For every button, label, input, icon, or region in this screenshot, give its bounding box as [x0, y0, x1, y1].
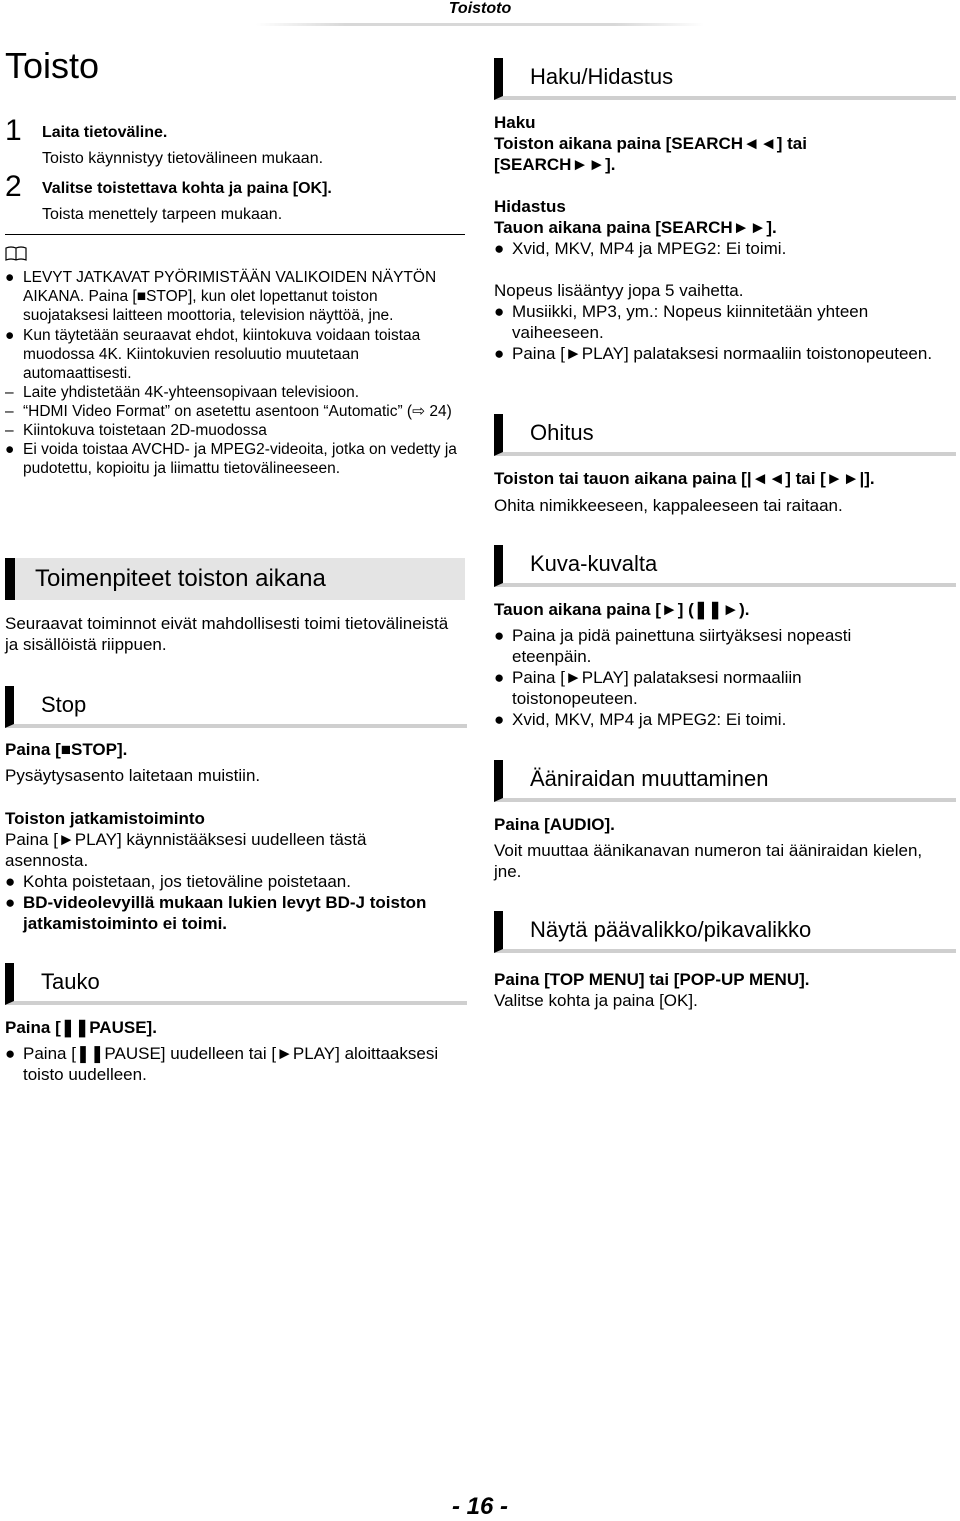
bullet-dot-icon: ●	[5, 441, 15, 458]
section-heading	[5, 558, 465, 600]
dash-marker: –	[5, 422, 14, 439]
action-text: Paina [❚❚PAUSE].	[5, 1018, 157, 1037]
bullet-text: Paina [❚❚PAUSE] uudelleen tai [►PLAY] aloittaaksesi toisto uudelleen.	[23, 1044, 439, 1084]
bullet-list	[494, 238, 954, 259]
action-text: Paina [TOP MENU] tai [POP-UP MENU].	[494, 970, 810, 989]
note-text: Ei voida toistaa AVCHD- ja MPEG2-videoita, jotka on vedetty ja pudotettu, kopioitu ja liimattu tietovälineeseen.	[23, 441, 457, 477]
bullet-list	[494, 625, 894, 730]
list-item	[494, 667, 894, 709]
bullet-dot-icon: ●	[5, 327, 15, 344]
note-text: Kun täytetään seuraavat ehdot, kiintokuva voidaan toistaa muodossa 4K. Kiintokuvien resoluutio muutetaan automaattisesti.	[23, 327, 421, 382]
list-item	[5, 268, 465, 325]
subsection-heading	[494, 545, 956, 587]
list-item	[5, 892, 465, 934]
action-text: Tauon aikana paina [►] (❚❚►).	[494, 600, 750, 619]
bullet-list	[5, 1043, 465, 1085]
subsection-title: Ääniraidan muuttaminen	[530, 766, 769, 791]
step-desc: Toisto käynnistyy tietovälineen mukaan.	[42, 150, 324, 167]
step-number: 1	[5, 114, 22, 147]
note-text: LEVYT JATKAVAT PYÖRIMISTÄÄN VALIKOIDEN NÄYTÖN AIKANA. Paina [■STOP], kun olet lopettanut toiston suojataksesi laitteen moottoria, television näyttöä, jne.	[23, 269, 437, 324]
list-item	[5, 326, 465, 383]
list-item	[494, 238, 954, 259]
step-label: Valitse toistettava kohta ja paina [OK].	[42, 180, 332, 197]
bullet-text: Xvid, MKV, MP4 ja MPEG2: Ei toimi.	[512, 239, 787, 258]
desc-text: Nopeus lisääntyy jopa 5 vaihetta.	[494, 281, 744, 300]
subsection-title: Näytä päävalikko/pikavalikko	[530, 917, 812, 942]
subsection-title: Ohitus	[530, 420, 594, 445]
subsection-heading	[494, 760, 956, 802]
sub-heading: Toiston jatkamistoiminto	[5, 809, 205, 828]
bullet-dot-icon: ●	[494, 710, 505, 729]
bullet-dot-icon: ●	[494, 668, 505, 687]
sub-heading: Haku	[494, 113, 536, 132]
subsection-heading	[494, 58, 956, 100]
list-item	[5, 402, 465, 421]
list-item	[5, 383, 465, 402]
action-text: Paina [■STOP].	[5, 740, 128, 759]
header-divider	[256, 23, 704, 26]
subsection-heading	[494, 414, 956, 456]
section-intro: Seuraavat toiminnot eivät mahdollisesti toimi tietovälineistä ja sisällöistä riippuen.	[5, 614, 449, 654]
desc-text: Valitse kohta ja paina [OK].	[494, 991, 698, 1010]
step-number: 2	[5, 170, 22, 203]
subsection-title: Haku/Hidastus	[530, 64, 674, 89]
bullet-list	[494, 301, 934, 364]
bullet-dot-icon: ●	[5, 872, 16, 891]
bullet-list	[5, 871, 465, 934]
list-item	[494, 301, 934, 343]
bullet-dot-icon: ●	[494, 626, 505, 645]
section-title: Toimenpiteet toiston aikana	[35, 565, 326, 592]
bullet-text: Paina [►PLAY] palataksesi normaaliin toistonopeuteen.	[512, 344, 933, 363]
desc-text: Ohita nimikkeeseen, kappaleeseen tai raitaan.	[494, 496, 843, 515]
sub-heading: Hidastus	[494, 197, 566, 216]
list-item	[494, 343, 934, 364]
desc-text: Pysäytysasento laitetaan muistiin.	[5, 766, 261, 785]
subsection-title: Tauko	[41, 969, 100, 994]
action-text: Toiston tai tauon aikana paina [|◄◄] tai [►►|].	[494, 469, 875, 488]
action-text: Paina [AUDIO].	[494, 815, 615, 834]
dash-marker: –	[5, 403, 14, 420]
bullet-dot-icon: ●	[494, 344, 505, 363]
dash-marker: –	[5, 384, 14, 401]
bullet-text: Xvid, MKV, MP4 ja MPEG2: Ei toimi.	[512, 710, 787, 729]
bullet-dot-icon: ●	[5, 269, 15, 286]
notes	[5, 268, 465, 478]
list-item	[494, 709, 894, 730]
bullet-text: Kohta poistetaan, jos tietoväline poistetaan.	[23, 872, 351, 891]
list-item	[5, 1043, 465, 1085]
bullet-dot-icon: ●	[494, 239, 505, 258]
step-label: Laita tietoväline.	[42, 124, 168, 141]
book-note-icon	[5, 245, 27, 268]
subsection-title: Stop	[41, 692, 87, 717]
step-desc: Toista menettely tarpeen mukaan.	[42, 206, 283, 223]
page-number: - 16 -	[451, 1493, 508, 1520]
action-text: Toiston aikana paina [SEARCH◄◄] tai [SEARCH►►].	[494, 134, 807, 174]
bullet-text: BD-videolevyillä mukaan lukien levyt BD-J toiston jatkamistoiminto ei toimi.	[23, 893, 427, 933]
bullet-dot-icon: ●	[5, 1044, 16, 1063]
subsection-heading	[5, 686, 467, 728]
bullet-text: Paina ja pidä painettuna siirtyäksesi nopeasti eteenpäin.	[512, 626, 852, 666]
page-title: Toisto	[5, 45, 100, 86]
note-text: Laite yhdistetään 4K-yhteensopivaan televisioon.	[23, 384, 360, 401]
list-item	[494, 625, 894, 667]
list-item	[5, 440, 465, 478]
subsection-heading	[494, 911, 956, 953]
list-item	[5, 871, 465, 892]
bullet-dot-icon: ●	[494, 302, 505, 321]
bullet-text: Paina [►PLAY] palataksesi normaaliin toistonopeuteen.	[512, 668, 802, 708]
desc-text: Paina [►PLAY] käynnistääksesi uudelleen tästä asennosta.	[5, 830, 367, 870]
note-text: “HDMI Video Format” on asetettu asentoon “Automatic” (⇨ 24)	[23, 403, 452, 420]
desc-text: Voit muuttaa äänikanavan numeron tai ääniraidan kielen, jne.	[494, 841, 923, 881]
subsection-heading	[5, 963, 467, 1005]
bullet-dot-icon: ●	[5, 893, 16, 912]
action-text: Tauon aikana paina [SEARCH►►].	[494, 218, 777, 237]
list-item	[5, 421, 465, 440]
subsection-title: Kuva-kuvalta	[530, 551, 658, 576]
running-header: Toistoto	[448, 0, 512, 17]
divider	[5, 234, 465, 235]
note-text: Kiintokuva toistetaan 2D-muodossa	[23, 422, 267, 439]
bullet-text: Musiikki, MP3, ym.: Nopeus kiinnitetään yhteen vaiheeseen.	[512, 302, 869, 342]
